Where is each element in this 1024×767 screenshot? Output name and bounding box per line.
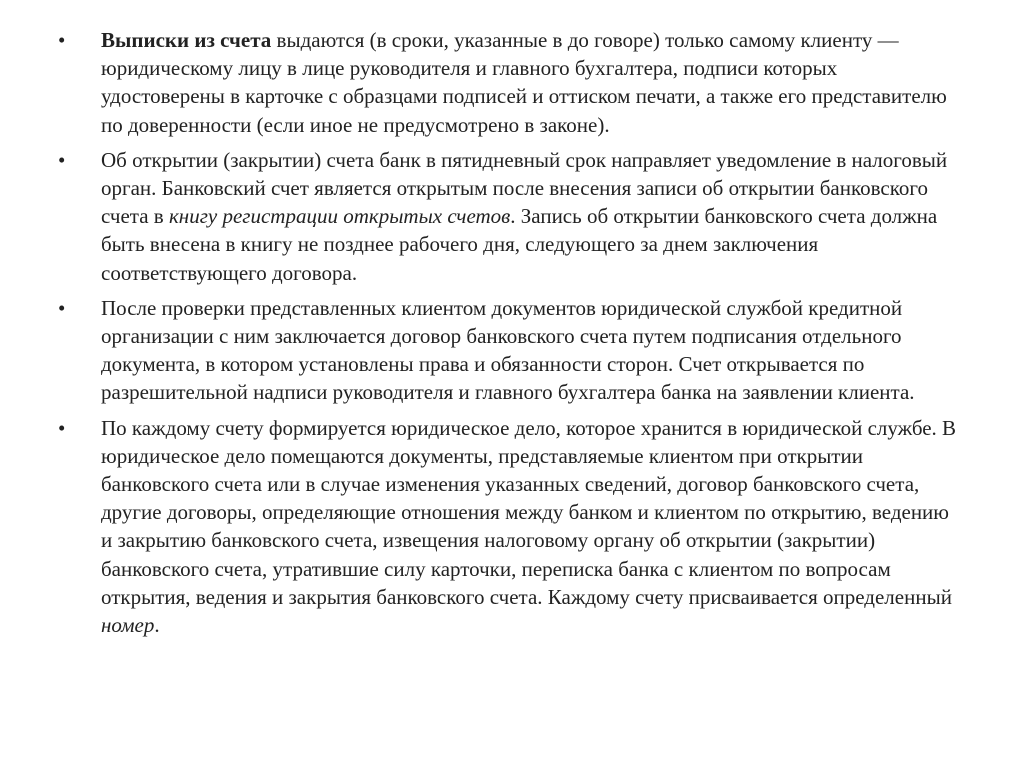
bullet-text-before: По каждому счету формируется юридическое дело, которое хранится в юридической службе. В юридическое дело помещаются документы, представляемые клиентом при открытии банковского счета или в случае изменения указанных сведений, договор банковского счета, другие договоры, определяющие отношения между банком и клиентом по открытию, ведению и закрытию банковского счета, извещения налоговому органу об открытии (закрытии) банковского счета, утратившие силу карточки, переписка банка с клиентом по вопросам открытия, ведения и закрытия банковского счета. Каждому счету присваивается определенный	[101, 415, 957, 609]
bullet-list	[58, 26, 964, 639]
bullet-item-account-opening	[58, 146, 964, 287]
bullet-italic-term: номер	[101, 613, 155, 638]
bullet-text-before: Об открытии (закрытии) счета банк в пятидневный срок направляет уведомление в налоговый орган. Банковский счет является открытым после внесения записи об открытии банковского счета в	[101, 147, 948, 229]
bullet-item-contract	[58, 294, 964, 407]
bullet-text: После проверки представленных клиентом документов юридической службой кредитной организации с ним заключается договор банковского счета путем подписания отдельного документа, в котором установлены права и обязанности сторон. Счет открывается по разрешительной надписи руководителя и главного бухгалтера банка на заявлении клиента.	[101, 295, 915, 405]
bullet-marker: •	[58, 295, 66, 320]
bullet-marker: •	[58, 147, 66, 172]
bullet-text-after: .	[154, 613, 160, 638]
bullet-item-statements	[58, 26, 964, 139]
bullet-marker: •	[58, 28, 66, 52]
bullet-item-legal-file	[58, 414, 964, 640]
bullet-bold-lead: Выписки из счета	[101, 28, 272, 52]
bullet-text: выдаются (в сроки, указанные в до говоре) только самому клиенту — юридическому лицу в лице руководителя и главного бухгалтера, подписи которых удостоверены в карточке с образцами подписей и оттиском печати, а также его представителю по доверенности (если иное не предусмотрено в законе).	[101, 28, 947, 137]
bullet-marker: •	[58, 415, 66, 440]
bullet-italic-term: книгу регистрации открытых счетов	[168, 204, 511, 229]
bullet-text-after: . Запись об открытии банковского счета должна быть внесена в книгу не позднее рабочего дня, следующего за днем заключения соответствующего договора.	[101, 204, 938, 285]
